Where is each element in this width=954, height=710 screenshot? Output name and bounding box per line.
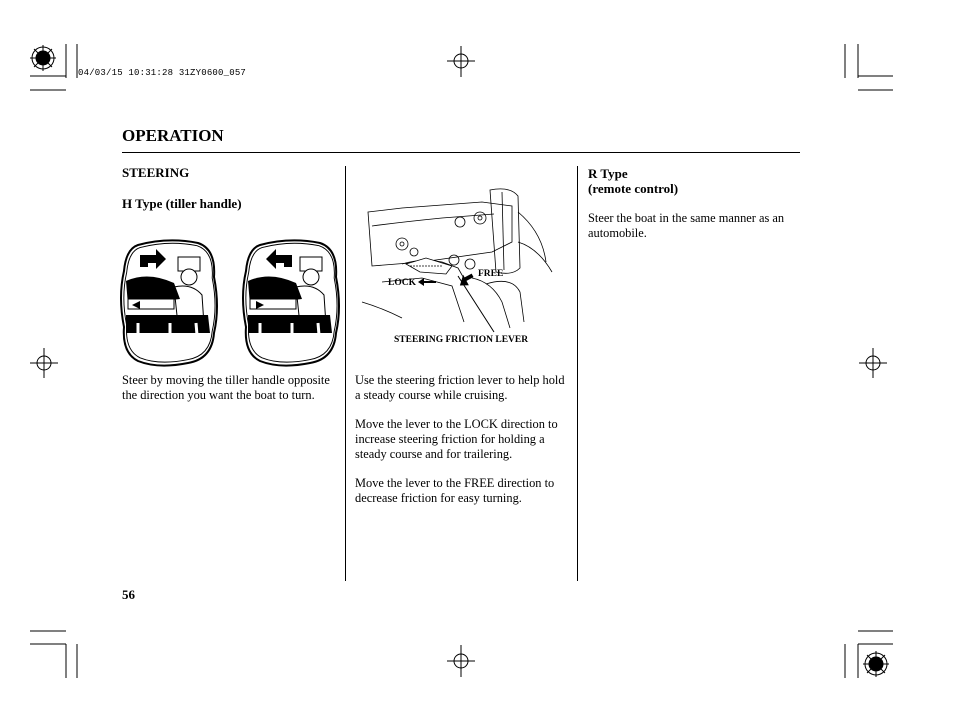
paragraph: Move the lever to the LOCK direction to increase steering friction for holding a steady course and for trailering. [355, 417, 558, 461]
section-title: OPERATION [122, 126, 224, 145]
h-type-heading: H Type (tiller handle) [122, 196, 242, 211]
tiller-turn-right-illustration [118, 237, 218, 367]
steering-friction-lever-illustration [362, 182, 562, 332]
steering-heading: STEERING [122, 165, 190, 180]
page-number: 56 [122, 587, 135, 602]
r-type-heading-line2: (remote control) [588, 181, 679, 196]
paragraph: Use the steering friction lever to help hold a steady course while cruising. [355, 373, 565, 402]
header-rule [122, 152, 800, 153]
paragraph: Move the lever to the FREE direction to decrease friction for easy turning. [355, 476, 555, 505]
left-column-text [122, 373, 330, 417]
column-divider-left [345, 166, 346, 581]
paragraph: Steer by moving the tiller handle opposite the direction you want the boat to turn. [122, 373, 330, 402]
middle-column-text [355, 373, 571, 520]
right-column-text [588, 211, 800, 255]
paragraph: Steer the boat in the same manner as an automobile. [588, 211, 785, 240]
column-divider-right [577, 166, 578, 581]
free-label: FREE [478, 269, 504, 279]
figure-caption: STEERING FRICTION LEVER [394, 335, 529, 345]
lock-label: LOCK [388, 278, 416, 288]
tiller-turn-left-illustration [240, 237, 340, 367]
r-type-heading [588, 166, 678, 196]
r-type-heading-line1: R Type [588, 166, 628, 181]
print-stamp: 04/03/15 10:31:28 31ZY0600_057 [78, 68, 247, 78]
